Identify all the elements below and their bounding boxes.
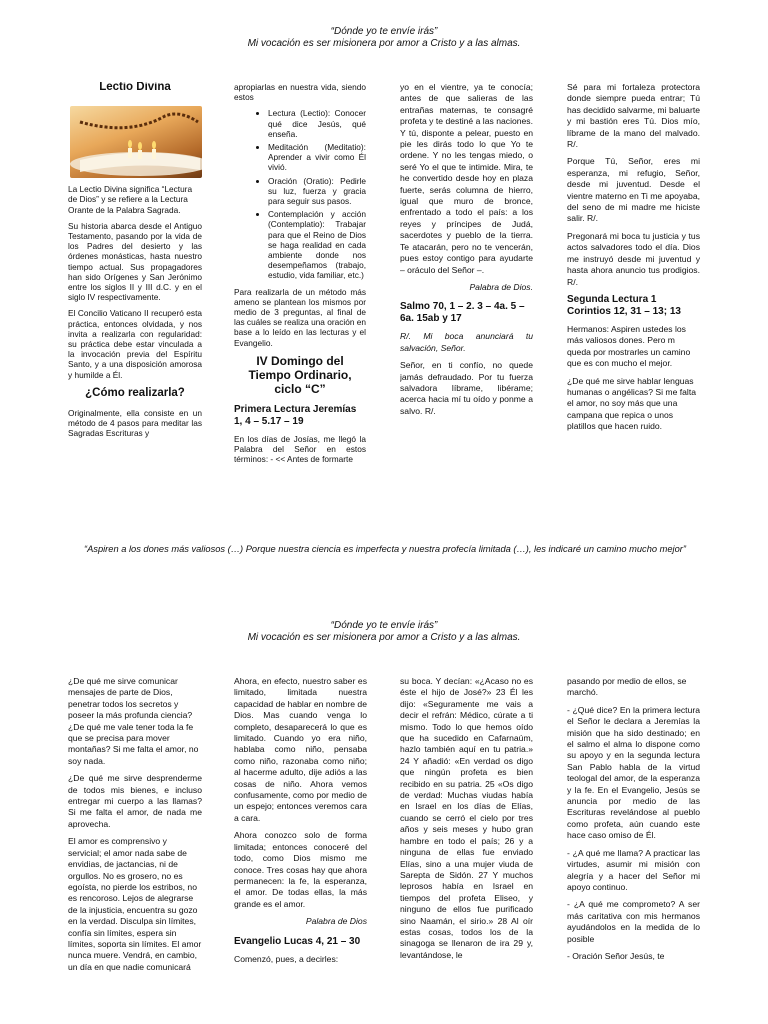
- step-lectura: • Lectura (Lectio): Conocer qué dice Jesús, qué enseña.: [268, 108, 366, 139]
- column-reflection: [567, 676, 700, 1024]
- corintios-p4: Ahora, en efecto, nuestro saber es limitado, limitada nuestra capacidad de hablar en nombre de Dios. Mas cuando venga lo completo, desaparecerá lo que es limitado. Cuando yo era niño, hablaba como niño, pensaba como niño, razonaba como niño; al hacerme adulto, dije adiós a las cosas de niño. Ahora vemos confusamente, como por medio de un espejo; entonces veremos cara a cara.: [234, 676, 367, 823]
- method-steps: [234, 108, 366, 280]
- second-reading-heading: Segunda Lectura 1 Corintios 12, 31 – 13; 13: [567, 293, 681, 317]
- method-questions: Para realizarla de un método más ameno se plantean los mismos por medio de 3 preguntas, al final de las cuáles se realiza una oración en base a lo leído en las lecturas y el Evangelio.: [234, 286, 366, 348]
- reflection-a-que-me-llama: - ¿A qué me llama? A practicar las virtudes, asumir mi misión con alegría y a hacer del Señor mi apoyo continuo.: [567, 847, 700, 892]
- salmo-verse-1: Señor, en ti confío, no quede jamás defraudado. Por tu fuerza salvadora líbrame, libérame; acerca hacia mí tu oído y ponme a salvo. R/.: [400, 360, 533, 416]
- gospel-end: pasando por medio de ellos, se marchó.: [567, 676, 687, 698]
- lectio-history: Su historia abarca desde el Antiguo Testamento, pasando por la vida de los Padres del desierto y las órdenes monásticas, hasta nuestro tiempo actual. Sus propagadores han sido Orígenes y San Jerónimo entre los siglos II y III d.C. y en el siglo IV respectivamente.: [68, 220, 202, 303]
- salmo-verse-2: Sé para mi fortaleza protectora donde siempre pueda entrar; Tú has decidido salvarme, mi baluarte y mi bastión eres Tú. Dios mío, líbrame de la mano del malvado. R/.: [567, 82, 700, 150]
- column-corintios-cont: [68, 676, 202, 1024]
- corintios-p3: El amor es comprensivo y servicial; el amor nada sabe de envidias, de jactancias, ni de orgullos. No es grosero, no es egoísta, no pierde los estribos, no es rencoroso. Lejos de alegrarse de la injusticia, encuentra su gozo en la verdad. Disculpa sin límites, confía sin límites, espera sin límites, soporta sin límites. El amor nunca muere. Vendrá, en cambio, un día en que nadie comunicará: [68, 836, 202, 972]
- first-reading-start: En los días de Josías, me llegó la Palabra del Señor en estos términos: - << Antes de formarte: [234, 433, 366, 465]
- candles-illustration: [70, 106, 202, 178]
- second-reading-verse: ¿De qué me sirve hablar lenguas humanas o angélicas? Si me falta el amor, no soy más que una campana que repica o unos platillos que hacen ruido.: [567, 375, 696, 432]
- palabra-de-dios-1: Palabra de Dios.: [469, 281, 533, 292]
- header-vocation-2: Mi vocación es ser misionera por amor a Cristo y a las almas.: [247, 632, 521, 643]
- reflection-que-dice: - ¿Qué dice? En la primera lectura el Señor le declara a Jeremías la misión que ha sido destinado; en el salmo el alma lo dispone como su apoyo y en la segunda lectura San Pablo habla de la virtud teologal del amor, de la esperanza y la fe. En el Evangelio, Jesús se anuncia por medio de las Escrituras revelándose al pueblo como profeta, aún cuando este hace caso omiso de Él.: [567, 704, 700, 841]
- sunday-heading: IV Domingo del Tiempo Ordinario, ciclo “C”: [248, 353, 352, 396]
- corintios-p2: ¿De qué me sirve desprenderme de todos mis bienes, e incluso entregar mi cuerpo a las llamas? Si me falta el amor, de nada me aprovecha.: [68, 773, 202, 829]
- gospel-heading: Evangelio Lucas 4, 21 – 30: [234, 935, 361, 947]
- corintios-p1: ¿De qué me sirve comunicar mensajes de parte de Dios, penetrar todos los secretos y poseer la más profunda ciencia? ¿De qué me vale tener toda la fe que se precisa para mover montañas? Si me falta el amor, no soy nada.: [68, 676, 199, 766]
- how-heading: ¿Cómo realizarla?: [85, 386, 185, 399]
- method-intro: apropiarlas en nuestra vida, siendo estos: [234, 82, 366, 103]
- candles-bible-image: [70, 106, 202, 178]
- first-reading-heading: Primera Lectura Jeremías 1, 4 – 5.17 – 19: [234, 403, 357, 427]
- step-contemplacion: • Contemplación y acción (Contemplatio): Trabajar para que el Reino de Dios se haga realidad en cada ambiente donde nos desempeñamos (trabajo, estudio, vida familiar, etc.): [268, 209, 366, 280]
- second-reading-intro: Hermanos: Aspiren ustedes los más valiosos dones. Pero m queda por mostrarles un camino que es con mucho el mejor.: [567, 323, 691, 369]
- header-motto-2: “Dónde yo te envíe irás”: [330, 620, 438, 631]
- reflection-compromiso: - ¿A qué me comprometo? A ser más caritativa con mis hermanos ayudándolos en la medida de lo posible: [567, 899, 700, 944]
- column-second-reading: [567, 82, 700, 512]
- column-gospel: [234, 676, 367, 1024]
- bottom-header: [0, 620, 768, 644]
- lectio-definition: La Lectio Divina significa “Lectura de Dios” y se refiere a la Lectura Orante de la Palabra Sagrada.: [68, 184, 193, 215]
- center-quote: “Aspiren a los dones más valiosos (…) Porque nuestra ciencia es imperfecta y nuestra profecía limitada (…), les indicaré un camino mucho mejor”: [84, 544, 686, 554]
- lectio-method: Originalmente, ella consiste en un método de 4 pasos para meditar las Sagradas Escrituras y: [68, 407, 202, 439]
- salmo-verse-3: Porque Tú, Señor, eres mi esperanza, mi refugio, Señor, desde mi juventud. Desde el vientre materno en Ti me apoyaba, del seno de mi madre me hiciste salir. R/.: [567, 156, 700, 224]
- step-oracion: • Oración (Oratio): Pedirle su luz, fuerza y gracia para seguir sus pasos.: [268, 176, 366, 207]
- header-motto: “Dónde yo te envíe irás”: [330, 26, 438, 37]
- salmo-verse-4: Pregonará mi boca tu justicia y tus actos salvadores todo el día. Dios me instruyó desde mi juventud y hasta ahora anuncio tus prodigios. R/.: [567, 230, 700, 287]
- jeremias-text: yo en el vientre, ya te conocía; antes de que salieras de las entrañas maternas, te consagré profeta y te destiné a las naciones. Y tú, disponte a pelear, puesto en pie les dirás todo lo que Yo te ordene. Y no les tengas miedo, o seré Yo el que te intimide. Mira, te he convertido desde hoy en plaza fuerte, serás columna de hierro, igual que muro de bronce, enfrentado a todo el país: a los reyes y príncipes de Judá, sacerdotes y pueblo de la tierra. Te atacarán, pero no te vencerán, pues estoy contigo para ayudarte – oráculo del Señor –.: [400, 82, 533, 275]
- lectio-council: El Concilio Vaticano II recuperó esta práctica, entonces olvidada, y nos invita a realizarla con regularidad: su práctica debe estar vinculada a la invocación previa del Espíritu Santo, y a una disposición amorosa y humilde a Él.: [68, 308, 202, 380]
- header-vocation: Mi vocación es ser misionera por amor a Cristo y a las almas.: [247, 38, 521, 49]
- reflection-oracion: - Oración Señor Jesús, te: [567, 950, 665, 961]
- gospel-text: su boca. Y decían: «¿Acaso no es éste el hijo de José?» 23 Él les dijo: «Seguramente me vais a decir el refrán: Médico, cúrate a ti mismo. Todo lo que hemos oído que ha sucedido en Cafarnaúm, hazlo también aquí en tu patria.» 24 Y añadió: «En verdad os digo que ningún profeta es bien recibido en su patria. 25 «Os digo de verdad: Muchas viudas había en Israel en los días de Elías, cuando se cerró el cielo por tres años y seis meses y hubo gran hambre en todo el país; 26 y a ninguna de ellas fue enviado Elías, sino a una mujer viuda de Sarepta de Sidón. 27 Y muchos leprosos había en Israel en tiempos del profeta Eliseo, y ninguno de ellos fue purificado sino Naamán, el sirio.» 28 Al oír estas cosas, todos los de la sinagoga se llenaron de ira 29 y, levantándose, le: [400, 676, 533, 960]
- column-method: [234, 82, 366, 512]
- lectio-title: Lectio Divina: [99, 82, 171, 93]
- corintios-p5: Ahora conozco solo de forma limitada; entonces conoceré del todo, como Dios mismo me conoce. Tres cosas hay que ahora permanecen: la fe, la esperanza, el amor. De todas ellas, la más grande es el amor.: [234, 830, 367, 909]
- column-jeremias: [400, 82, 533, 512]
- top-header: [0, 26, 768, 50]
- column-gospel-cont: [400, 676, 533, 1024]
- palabra-de-dios-2: Palabra de Dios: [305, 916, 367, 927]
- gospel-start: Comenzó, pues, a decirles:: [234, 953, 339, 964]
- salmo-refrain: R/. Mi boca anunciará tu salvación, Señor.: [400, 331, 533, 353]
- salmo-heading: Salmo 70, 1 – 2. 3 – 4a. 5 – 6a. 15ab y 17: [400, 301, 525, 325]
- step-meditacion: • Meditación (Meditatio): Aprender a vivir como Él vivió.: [268, 142, 366, 173]
